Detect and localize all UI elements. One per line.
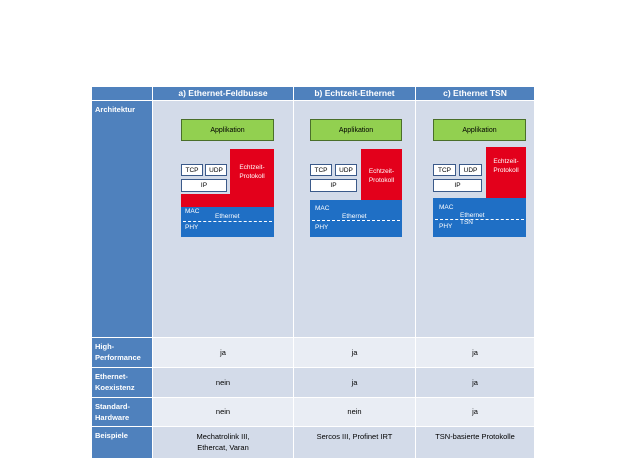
tcp-box-b: TCP <box>310 164 332 176</box>
echtzeit-block-a-lower <box>181 194 274 207</box>
row-label-high-performance-line2: Performance <box>95 353 141 362</box>
echtzeit-label-a <box>230 163 274 181</box>
echtzeit-label-b <box>361 167 402 185</box>
beispiele-c: TSN-basierte Protokolle <box>416 427 534 458</box>
mac-label-b: MAC <box>315 205 330 212</box>
header-col-b: b) Echtzeit-Ethernet <box>294 87 415 100</box>
ip-box-a: IP <box>181 179 227 192</box>
high-performance-c: ja <box>416 338 534 367</box>
row-label-ethernet-koexistenz-line1: Ethernet- <box>95 372 128 381</box>
phy-label-b: PHY <box>315 224 329 231</box>
echtzeit-label-a-line1: Echtzeit- <box>239 164 265 171</box>
ethernet-koexistenz-c: ja <box>416 368 534 397</box>
applikation-box-a: Applikation <box>181 119 274 141</box>
echtzeit-label-a-line2: Protokoll <box>239 173 265 180</box>
row-label-standard-hardware-line2: Hardware <box>95 413 130 422</box>
row-label-ethernet-koexistenz-line2: Koexistenz <box>95 383 135 392</box>
udp-box-c: UDP <box>459 164 482 176</box>
echtzeit-label-b-line1: Echtzeit- <box>368 168 395 175</box>
beispiele-a <box>153 427 293 458</box>
high-performance-a: ja <box>153 338 293 367</box>
tcp-box-c: TCP <box>433 164 456 176</box>
echtzeit-label-c <box>486 157 526 175</box>
row-label-standard-hardware <box>92 398 152 426</box>
ethernet-label-a: Ethernet <box>215 213 240 220</box>
phy-label-a: PHY <box>185 224 199 231</box>
mac-phy-divider-a <box>183 221 272 222</box>
udp-box-a: UDP <box>205 164 227 176</box>
beispiele-a-line2: Ethercat, Varan <box>197 443 249 452</box>
standard-hardware-c: ja <box>416 398 534 426</box>
row-label-ethernet-koexistenz <box>92 368 152 397</box>
ip-box-c: IP <box>433 179 482 192</box>
ethernet-tsn-label-c: Ethernet TSN <box>460 212 485 226</box>
tcp-box-a: TCP <box>181 164 203 176</box>
mac-phy-divider-b <box>312 220 400 221</box>
applikation-box-b: Applikation <box>310 119 402 141</box>
udp-box-b: UDP <box>335 164 357 176</box>
standard-hardware-b: nein <box>294 398 415 426</box>
echtzeit-label-c-line2: Protokoll <box>493 167 519 174</box>
header-col-c: c) Ethernet TSN <box>416 87 534 100</box>
mac-phy-divider-c <box>435 219 524 220</box>
header-col-a: a) Ethernet-Feldbusse <box>153 87 293 100</box>
echtzeit-label-b-line2: Protokoll <box>368 177 395 184</box>
beispiele-a-line1: Mechatrolink III, <box>196 432 250 441</box>
ethernet-label-b: Ethernet <box>342 213 367 220</box>
ethernet-koexistenz-b: ja <box>294 368 415 397</box>
header-corner <box>92 87 152 100</box>
row-label-high-performance-line1: High- <box>95 342 115 351</box>
high-performance-b: ja <box>294 338 415 367</box>
mac-label-c: MAC <box>439 204 454 211</box>
ip-box-b: IP <box>310 179 357 192</box>
row-label-beispiele: Beispiele <box>92 427 152 458</box>
row-label-architektur: Architektur <box>92 101 152 337</box>
ethernet-koexistenz-a: nein <box>153 368 293 397</box>
beispiele-b: Sercos III, Profinet IRT <box>294 427 415 458</box>
mac-label-a: MAC <box>185 208 200 215</box>
row-label-high-performance <box>92 338 152 367</box>
phy-label-c: PHY <box>439 223 453 230</box>
standard-hardware-a: nein <box>153 398 293 426</box>
echtzeit-label-c-line1: Echtzeit- <box>493 158 519 165</box>
applikation-box-c: Applikation <box>433 119 526 141</box>
row-label-standard-hardware-line1: Standard- <box>95 402 131 411</box>
